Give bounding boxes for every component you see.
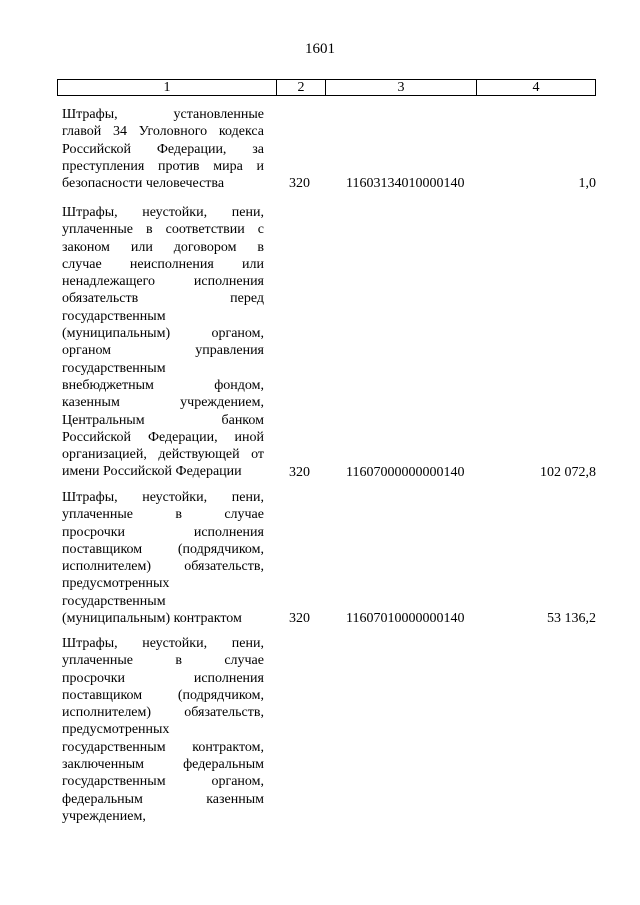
row-description [62, 204, 264, 481]
description-line: Российской Федерации, иной [62, 429, 264, 445]
description-line: поставщиком (подрядчиком, [62, 687, 264, 703]
admin-code: 320 [289, 611, 310, 627]
header-col-1: 1 [58, 80, 277, 95]
description-line: ненадлежащего исполнения [62, 274, 264, 290]
description-line: казенным учреждением, [62, 395, 264, 411]
description-line: организацией, действующей от [62, 447, 264, 463]
header-col-3: 3 [326, 80, 477, 95]
description-line: Центральным банком [62, 412, 264, 428]
description-line: Штрафы, неустойки, пени, [62, 636, 264, 651]
header-col-2: 2 [277, 80, 326, 95]
amount: 53 136,2 [547, 611, 596, 627]
description-line: поставщиком (подрядчиком, [62, 541, 264, 557]
description-line: исполнителем) обязательств, [62, 705, 264, 721]
header-col-4: 4 [532, 80, 540, 95]
page-number: 1601 [305, 41, 335, 57]
description-line: главой 34 Уголовного кодекса [62, 124, 264, 140]
description-line: государственным органом, [62, 774, 264, 790]
budget-code: 11603134010000140 [346, 176, 465, 192]
description-line: обязательств перед [62, 291, 264, 307]
description-line: (муниципальным) органом, [62, 326, 264, 342]
description-line: исполнителем) обязательств, [62, 559, 264, 575]
description-line: Российской Федерации, за [62, 141, 264, 157]
description-line: законом или договором в [62, 239, 264, 255]
description-line: имени Российской Федерации [62, 464, 242, 480]
description-line: Штрафы, неустойки, пени, [62, 205, 264, 220]
budget-code: 11607000000000140 [346, 464, 465, 480]
description-line: уплаченные в случае [62, 653, 264, 669]
description-line: внебюджетным фондом, [62, 377, 264, 393]
description-line: уплаченные в случае [62, 507, 264, 523]
description-line: государственным контрактом, [62, 739, 264, 755]
description-line: (муниципальным) контрактом [62, 611, 242, 627]
description-line: государственным [62, 308, 166, 324]
description-line: государственным [62, 360, 166, 376]
description-line: преступления против мира и [62, 158, 264, 174]
amount: 1,0 [578, 176, 596, 192]
admin-code: 320 [289, 176, 310, 192]
description-line: просрочки исполнения [62, 670, 264, 686]
description-line: предусмотренных [62, 722, 170, 738]
description-line: органом управления [62, 343, 264, 359]
description-line: просрочки исполнения [62, 524, 264, 540]
description-line: государственным [62, 593, 166, 609]
admin-code: 320 [289, 464, 310, 480]
description-line: случае неисполнения или [62, 256, 264, 272]
description-line: учреждением, [62, 808, 146, 824]
row-description [62, 106, 264, 192]
budget-code: 11607010000000140 [346, 611, 465, 627]
description-line: заключенным федеральным [62, 757, 264, 773]
table-header [57, 79, 596, 96]
description-line: федеральным казенным [62, 791, 264, 807]
amount: 102 072,8 [540, 464, 596, 480]
description-line: Штрафы, установленные [62, 107, 264, 122]
description-line: предусмотренных [62, 576, 170, 592]
row-description [62, 489, 264, 627]
description-line: уплаченные в соответствии с [62, 222, 264, 238]
description-line: безопасности человечества [62, 176, 225, 192]
row-description [62, 635, 264, 825]
description-line: Штрафы, неустойки, пени, [62, 490, 264, 505]
